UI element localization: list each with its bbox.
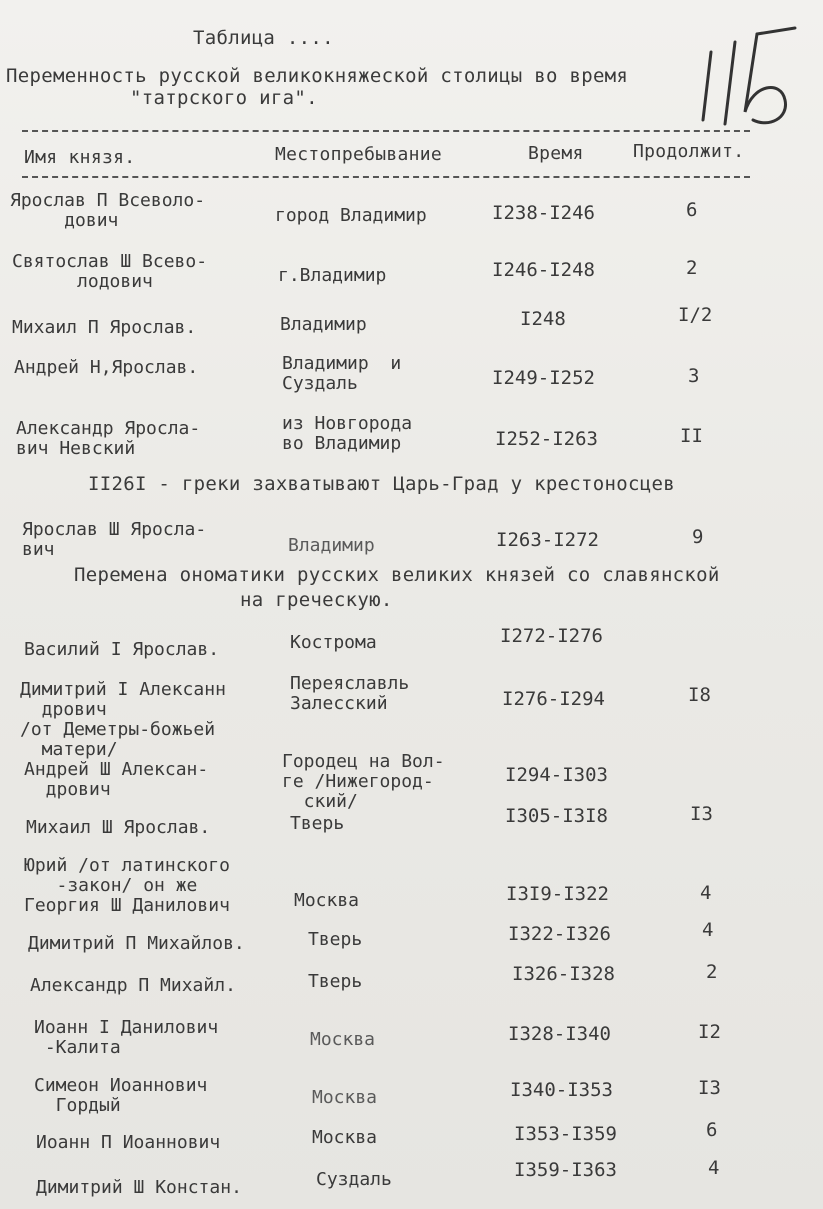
row-place: Суздаль: [316, 1169, 392, 1190]
row-name: Димитрий П Михайлов.: [28, 933, 245, 954]
row-place: г.Владимир: [278, 265, 387, 286]
column-header-time: Время: [528, 143, 584, 164]
row-place: из Новгорода во Владимир: [282, 413, 413, 454]
row-place: Москва: [312, 1127, 378, 1148]
row-name: Иоанн I Данилович -Калита: [34, 1017, 219, 1058]
row-place: Кострома: [290, 632, 377, 653]
row-name: Святослав Ш Всево- лодович: [12, 251, 208, 292]
row-duration: 2: [706, 961, 718, 983]
row-place: Москва: [312, 1087, 378, 1108]
row-duration: 4: [700, 882, 712, 904]
row-duration: 6: [706, 1119, 718, 1141]
row-time: I326-I328: [512, 963, 615, 985]
row-name: Ярослав Ш Яросла- вич: [22, 519, 207, 560]
table-subtitle-line1: Переменность русской великокняжеской столицы во время: [6, 65, 629, 87]
handwritten-page-number: [693, 20, 803, 130]
row-time: I294-I303: [505, 764, 608, 786]
historical-note-2-line1: Перемена ономатики русских великих князей со славянской: [74, 564, 720, 586]
row-duration: I/2: [678, 304, 713, 326]
table-title: Таблица ....: [193, 27, 334, 49]
row-name: Михаил П Ярослав.: [12, 317, 197, 338]
row-place: город Владимир: [275, 205, 427, 226]
row-name: Иоанн П Иоаннович: [36, 1132, 221, 1153]
row-time: I3I9-I322: [506, 883, 609, 905]
row-name: Андрей Н,Ярослав.: [14, 357, 199, 378]
row-name: Димитрий I Алексанн дрович /от Деметры-божьей матери/: [20, 679, 226, 760]
row-place: Тверь: [290, 813, 345, 834]
row-time: I238-I246: [492, 202, 595, 224]
column-header-name: Имя князя.: [24, 147, 136, 168]
row-time: I276-I294: [502, 688, 605, 710]
row-name: Юрий /от латинского -закон/ он же Георгия Ш Данилович: [24, 855, 230, 916]
column-header-duration: Продолжит.: [633, 141, 745, 162]
row-time: I328-I340: [508, 1023, 611, 1045]
row-time: I249-I252: [492, 367, 595, 389]
column-header-place: Местопребывание: [275, 144, 443, 165]
row-place: Владимир: [280, 314, 367, 335]
row-duration: 2: [686, 257, 698, 279]
row-name: Ярослав П Всеволо- дович: [10, 190, 206, 231]
row-name: Андрей Ш Алексан- дрович: [24, 759, 209, 800]
row-time: I322-I326: [508, 923, 611, 945]
row-duration: 4: [702, 919, 714, 941]
row-time: I305-I3I8: [505, 805, 608, 827]
row-place: Москва: [294, 890, 360, 911]
row-duration: I8: [688, 684, 711, 706]
row-place: Тверь: [308, 929, 363, 950]
row-duration: I3: [690, 803, 713, 825]
historical-note-1: II26I - греки захватывают Царь-Град у крестоносцев: [88, 473, 675, 495]
row-time: I340-I353: [510, 1079, 613, 1101]
row-name: Василий I Ярослав.: [24, 639, 220, 660]
row-duration: 6: [686, 199, 698, 221]
row-name: Александр Яросла- вич Невский: [16, 418, 201, 459]
row-time: I353-I359: [514, 1123, 617, 1145]
row-place: Тверь: [308, 971, 363, 992]
row-place: Переяславль Залесский: [290, 673, 410, 714]
row-place: Владимир: [288, 535, 375, 556]
header-rule-top: [22, 130, 750, 132]
row-duration: II: [680, 425, 703, 447]
row-place: Городец на Вол- ге /Нижегород- ский/: [282, 751, 445, 812]
row-place: Москва: [310, 1029, 376, 1050]
historical-note-2-line2: на греческую.: [240, 589, 393, 611]
row-duration: 9: [692, 526, 704, 548]
row-time: I248: [520, 308, 566, 330]
row-time: I252-I263: [495, 428, 598, 450]
table-subtitle-line2: "татрского ига".: [130, 87, 318, 109]
row-name: Александр П Михайл.: [30, 975, 236, 996]
row-time: I272-I276: [500, 625, 603, 647]
row-name: Симеон Иоаннович Гордый: [34, 1075, 208, 1116]
row-duration: 4: [708, 1157, 720, 1179]
row-duration: 3: [688, 365, 700, 387]
row-name: Михаил Ш Ярослав.: [26, 817, 211, 838]
header-rule-bottom: [22, 176, 750, 178]
row-duration: I3: [698, 1077, 721, 1099]
row-time: I263-I272: [496, 529, 599, 551]
row-place: Владимир и Суздаль: [282, 353, 402, 394]
row-duration: I2: [698, 1021, 721, 1043]
row-time: I359-I363: [514, 1159, 617, 1181]
row-name: Димитрий Ш Констан.: [36, 1177, 242, 1198]
row-time: I246-I248: [492, 259, 595, 281]
